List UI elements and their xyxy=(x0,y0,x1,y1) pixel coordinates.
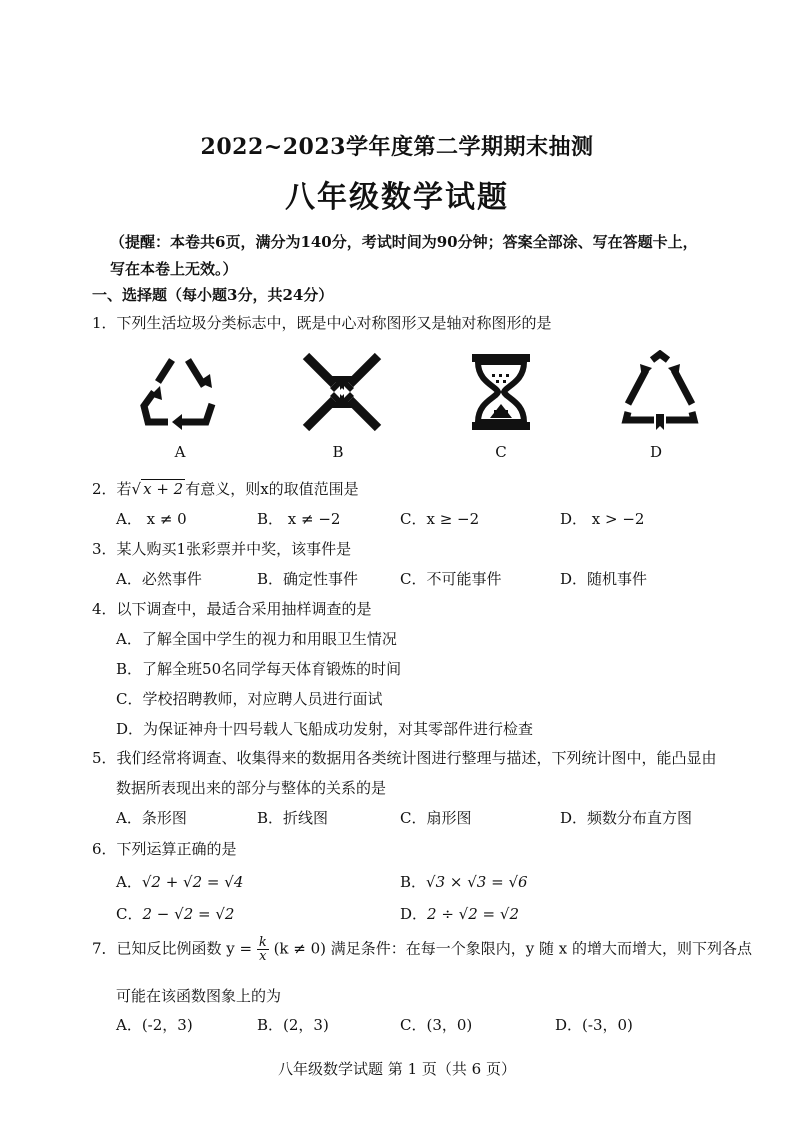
q5-option-c: C．扇形图 xyxy=(400,809,472,827)
q2-option-c: C．x ≥ −2 xyxy=(400,510,480,528)
q6-option-d-label: D． xyxy=(400,905,428,923)
q5-option-d: D．频数分布直方图 xyxy=(560,809,693,827)
q6-option-b-label: B． xyxy=(400,873,427,891)
q6-option-a-label: A． xyxy=(116,873,142,891)
cross-arrows-symbol-b-icon xyxy=(300,352,384,432)
q3-option-d: D．随机事件 xyxy=(560,570,648,588)
page-footer: 八年级数学试题 第 1 页（共 6 页） xyxy=(278,1060,516,1078)
q6-option-c-label: C． xyxy=(116,905,143,923)
q1-option-d-label: D xyxy=(649,443,663,461)
question-4-stem: 4．以下调查中，最适合采用抽样调查的是 xyxy=(92,600,372,618)
question-1-stem: 1．下列生活垃圾分类标志中，既是中心对称图形又是轴对称图形的是 xyxy=(92,314,552,332)
q2-option-d: D． x > −2 xyxy=(560,510,645,528)
exam-subtitle: 八年级数学试题 xyxy=(285,180,509,215)
q6-option-b xyxy=(400,871,528,892)
exam-title: 2022~2023学年度第二学期期末抽测 xyxy=(200,134,594,160)
q6-option-a-expr: √2 + √2 = √4 xyxy=(141,873,244,891)
recycle-symbol-a-icon xyxy=(138,352,222,432)
q7-stem-mid: (k ≠ 0) 满足条件：在每一个象限内，y 随 x 的增大而增大，则下列各点 xyxy=(273,939,753,958)
q2-option-a: A． x ≠ 0 xyxy=(116,510,187,528)
q7-option-c: C．(3，0) xyxy=(400,1016,473,1034)
q6-option-a xyxy=(116,871,243,892)
q6-option-d-expr: 2 ÷ √2 = √2 xyxy=(427,905,519,923)
q6-option-c-expr: 2 − √2 = √2 xyxy=(142,905,235,923)
q6-option-d xyxy=(400,903,519,924)
q7-option-d: D．(-3，0) xyxy=(555,1016,633,1034)
q3-option-c: C．不可能事件 xyxy=(400,570,502,588)
question-2-stem xyxy=(92,478,359,499)
question-5-stem: 5．我们经常将调查、收集得来的数据用各类统计图进行整理与描述，下列统计图中，能凸显由 xyxy=(92,749,717,767)
q5-option-b: B．折线图 xyxy=(257,809,329,827)
question-3-stem: 3．某人购买1张彩票并中奖，该事件是 xyxy=(92,540,352,558)
question-6-stem: 6．下列运算正确的是 xyxy=(92,840,237,858)
exam-note-line1: （提醒：本卷共6页，满分为140分，考试时间为90分钟；答案全部涂、写在答题卡上， xyxy=(110,233,698,251)
q3-option-b: B．确定性事件 xyxy=(257,570,359,588)
q2-radical: √ x + 2 xyxy=(131,480,184,498)
q2-stem-pre: 2．若 xyxy=(92,480,132,498)
question-5-stem-line2: 数据所表现出来的部分与整体的关系的是 xyxy=(116,779,387,797)
q7-option-a: A．(-2，3) xyxy=(116,1016,193,1034)
q1-option-b-label: B xyxy=(332,443,344,461)
q4-option-a: A．了解全国中学生的视力和用眼卫生情况 xyxy=(116,630,397,648)
q3-option-a: A．必然事件 xyxy=(116,570,202,588)
question-7-stem-line2: 可能在该函数图象上的为 xyxy=(116,987,282,1005)
q4-option-b: B．了解全班50名同学每天体育锻炼的时间 xyxy=(116,660,402,678)
q5-option-a: A．条形图 xyxy=(116,809,187,827)
q7-stem-pre: 7．已知反比例函数 y = xyxy=(92,939,253,958)
q6-option-b-expr: √3 × √3 = √6 xyxy=(426,873,528,891)
q7-fraction-denominator: x xyxy=(259,949,267,964)
q2-radicand: x + 2 xyxy=(143,480,184,498)
q6-option-c xyxy=(116,903,234,924)
question-7-stem xyxy=(92,936,752,963)
q1-option-a-label: A xyxy=(174,443,186,461)
q7-fraction xyxy=(257,936,269,963)
q2-option-b: B． x ≠ −2 xyxy=(257,510,341,528)
q4-option-d: D．为保证神舟十四号载人飞船成功发射，对其零部件进行检查 xyxy=(116,720,534,738)
exam-note-line2: 写在本卷上无效。） xyxy=(110,260,238,278)
q7-fraction-numerator: k xyxy=(258,935,267,950)
q2-stem-post: 有意义，则x的取值范围是 xyxy=(185,480,359,498)
recycle-triangle-symbol-d-icon xyxy=(618,350,702,434)
hourglass-symbol-c-icon xyxy=(470,352,532,432)
section-heading: 一、选择题（每小题3分，共24分） xyxy=(92,286,334,304)
q7-option-b: B．(2，3) xyxy=(257,1016,329,1034)
q4-option-c: C．学校招聘教师，对应聘人员进行面试 xyxy=(116,690,383,708)
q1-option-c-label: C xyxy=(495,443,507,461)
